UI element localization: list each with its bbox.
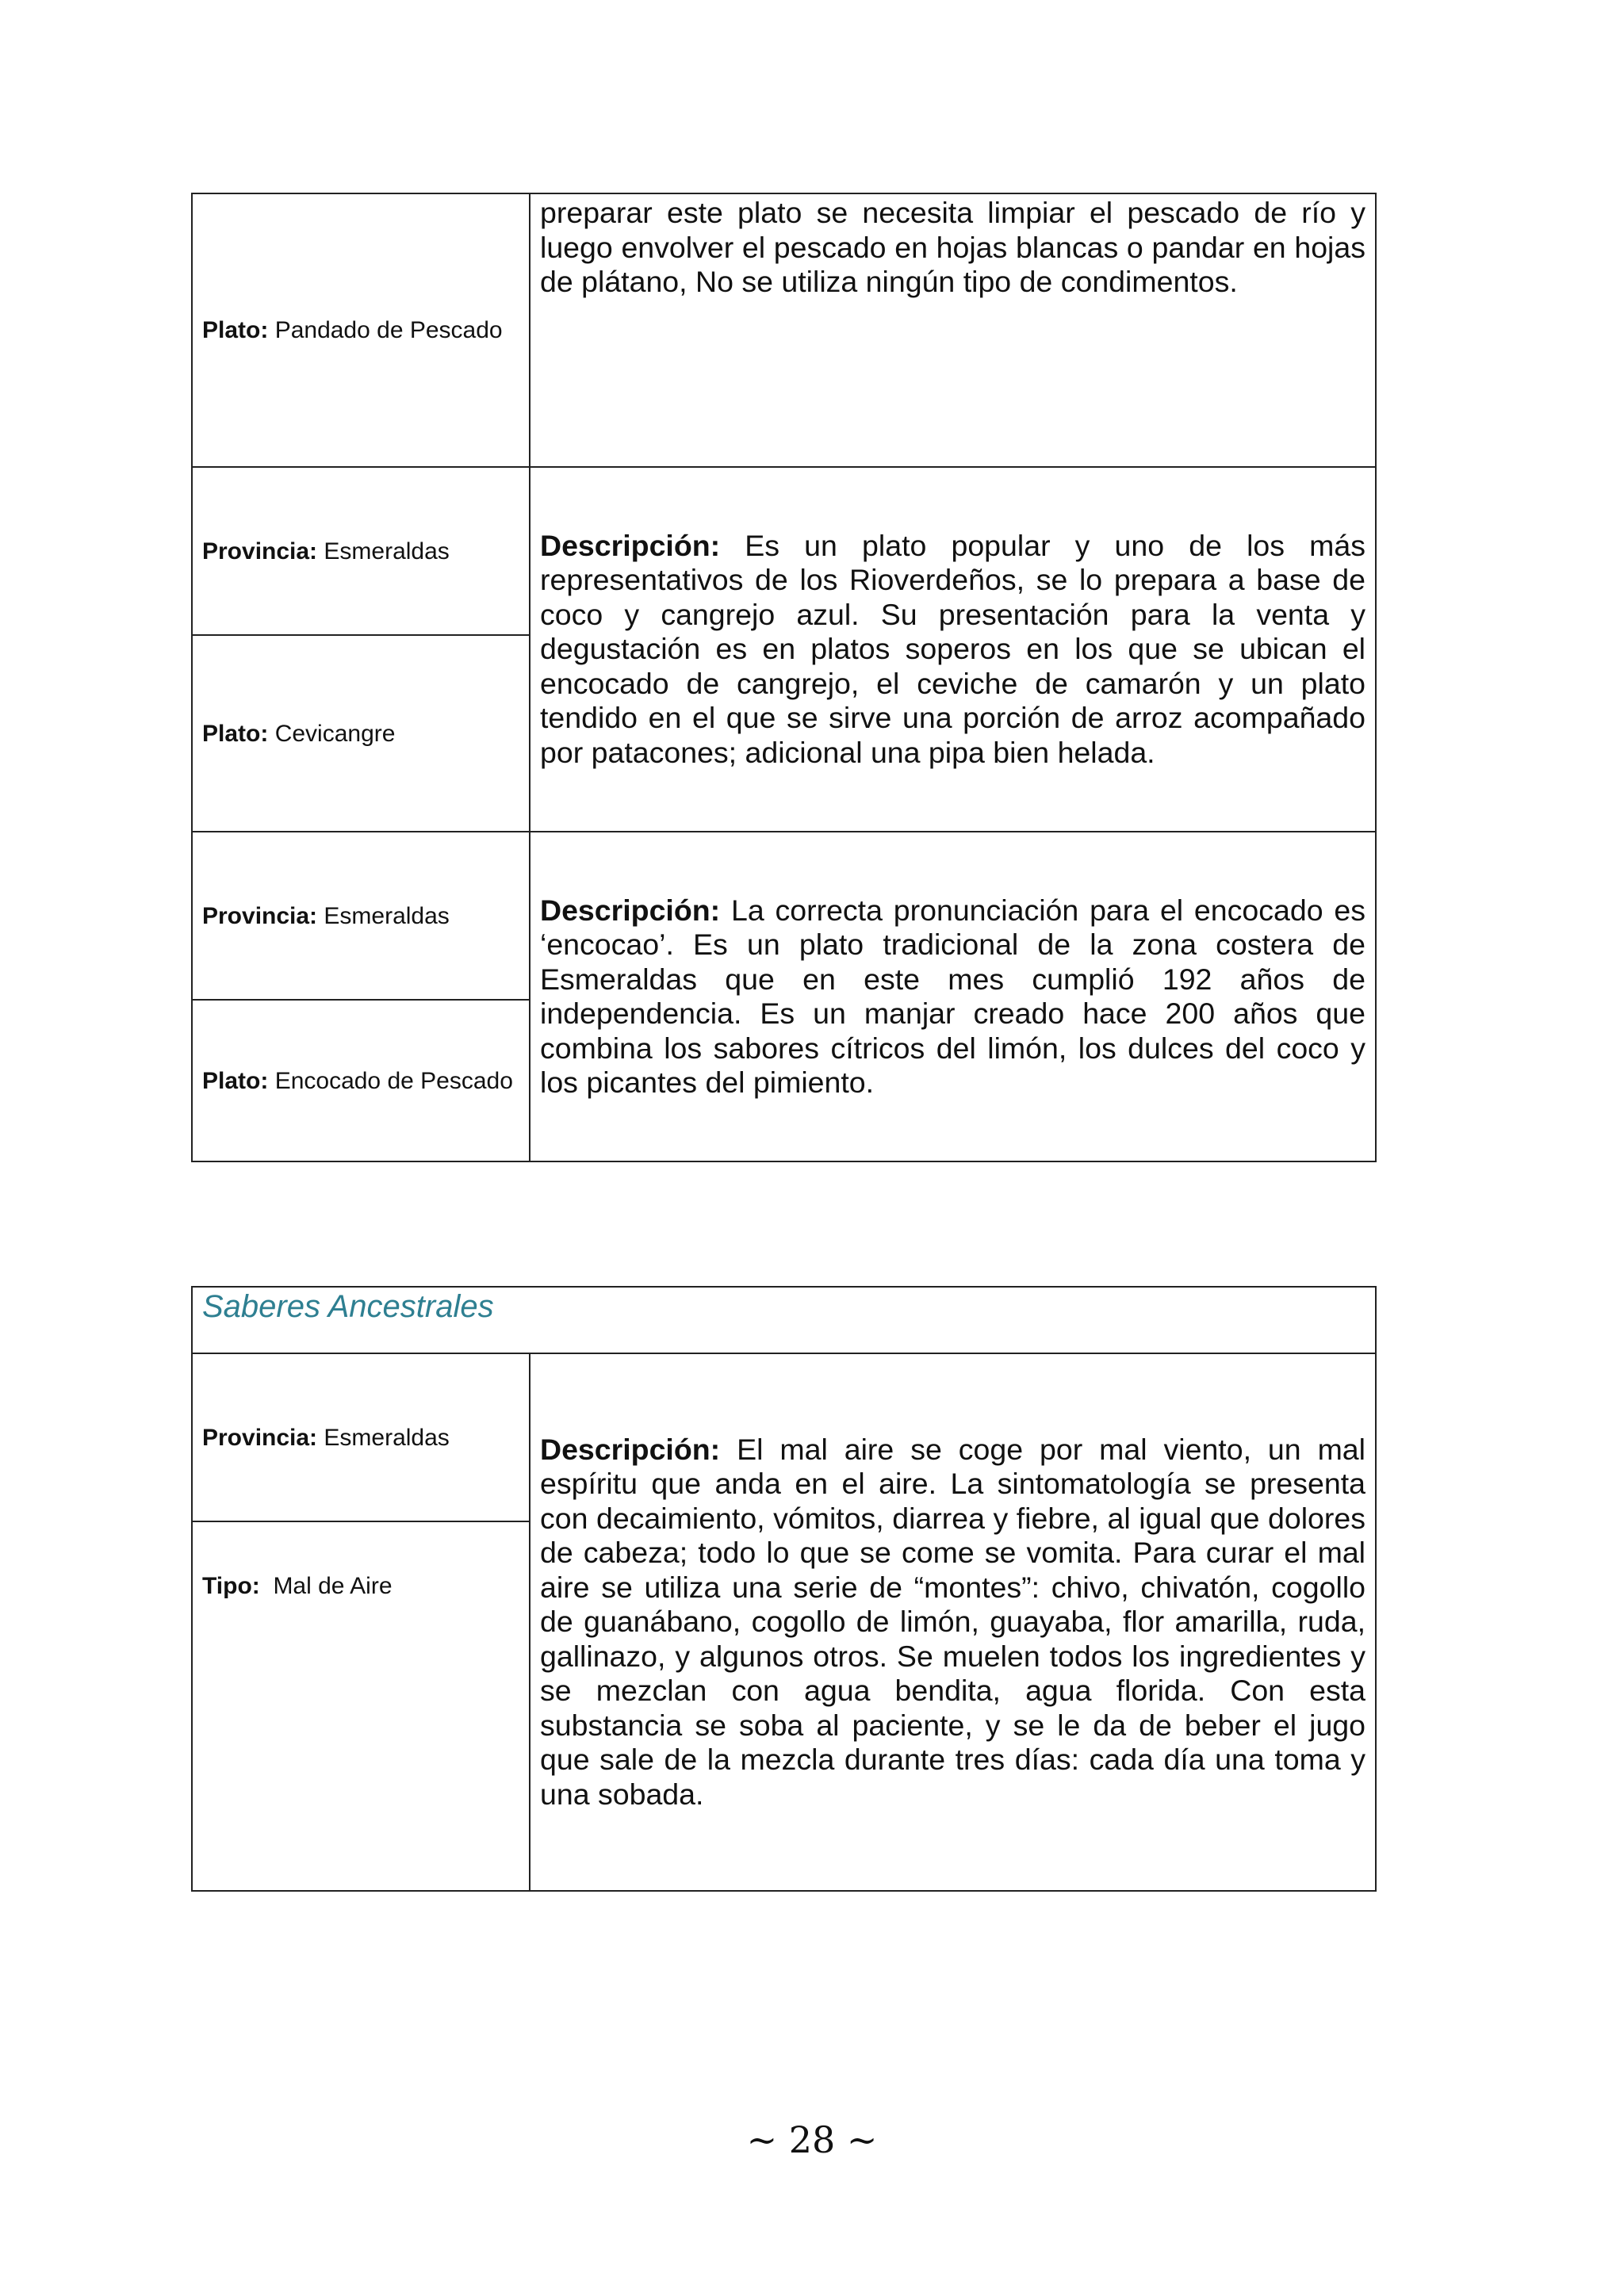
description-text: El mal aire se coge por mal viento, un mal espíritu que anda en el aire. La sintomatología se presenta con decaimiento, vómitos, diarrea y fiebre, al igual que dolores de cabeza; todo lo que se come se vomita. Para curar el mal aire se utiliza una serie de “montes”: chivo, chivatón, cogollo de guanábano, cogollo de limón, guayaba, flor amarilla, ruda, gallinazo, y algunos otros. Se muelen todos los ingredientes y se mezclan con agua bendita, agua florida. Con esta substancia se soba al paciente, y se le da de beber el jugo que sale de la mezcla durante tres días: cada día una toma y una sobada. (540, 1432, 1366, 1811)
plato-label: Plato: (202, 317, 269, 343)
page-number: ~ 28 ~ (746, 2118, 878, 2161)
tipo-value: Mal de Aire (273, 1573, 393, 1599)
table-row (192, 193, 1376, 467)
section-title: Saberes Ancestrales (192, 1287, 1376, 1353)
plato-value: Pandado de Pescado (274, 317, 503, 343)
gastronomy-table (191, 193, 1377, 1162)
tipo-label: Tipo: (202, 1573, 260, 1599)
provincia-label: Provincia: (202, 902, 318, 929)
plato-cell (192, 635, 530, 832)
table-row (192, 467, 1376, 635)
provincia-label: Provincia: (202, 1424, 318, 1451)
description-cell (530, 467, 1376, 832)
plato-value: Cevicangre (274, 720, 396, 747)
description-label: Descripción: (540, 1432, 721, 1466)
provincia-cell (192, 832, 530, 1000)
description-text: preparar este plato se necesita limpiar el pescado de río y luego envolver el pescado en hojas blancas o pandar en hojas de plátano, No se utiliza ningún tipo de condimentos. (540, 196, 1365, 298)
provincia-value: Esmeraldas (324, 538, 450, 564)
table-row (192, 1353, 1376, 1521)
plato-value: Encocado de Pescado (274, 1067, 513, 1094)
description-label: Descripción: (540, 528, 721, 562)
plato-cell (192, 193, 530, 467)
provincia-cell (192, 1353, 530, 1521)
table-row (192, 1287, 1376, 1353)
plato-label: Plato: (202, 720, 269, 747)
provincia-cell (192, 467, 530, 635)
description-cell (530, 1353, 1376, 1891)
provincia-value: Esmeraldas (324, 902, 450, 929)
description-cell (530, 193, 1376, 467)
plato-cell (192, 1000, 530, 1161)
description-cell (530, 832, 1376, 1161)
tipo-cell (192, 1521, 530, 1891)
saberes-table (191, 1286, 1377, 1892)
description-text: La correcta pronunciación para el encocado es ‘encocao’. Es un plato tradicional de la zona costera de Esmeraldas que en este mes cumplió 192 años de independencia. Es un manjar creado hace 200 años que combina los sabores cítricos del limón, los dulces del coco y los picantes del pimiento. (540, 893, 1365, 1099)
description-text: Es un plato popular y uno de los más representativos de los Rioverdeños, se lo prepara a base de coco y cangrejo azul. Su presentación para la venta y degustación es en platos soperos en los que se ubican el encocado de cangrejo, el ceviche de camarón y un plato tendido en el que se sirve una porción de arroz acompañado por patacones; adicional una pipa bien helada. (540, 528, 1365, 769)
provincia-label: Provincia: (202, 538, 318, 564)
description-label: Descripción: (540, 893, 721, 927)
table-row (192, 832, 1376, 1000)
plato-label: Plato: (202, 1067, 269, 1094)
provincia-value: Esmeraldas (324, 1424, 450, 1451)
